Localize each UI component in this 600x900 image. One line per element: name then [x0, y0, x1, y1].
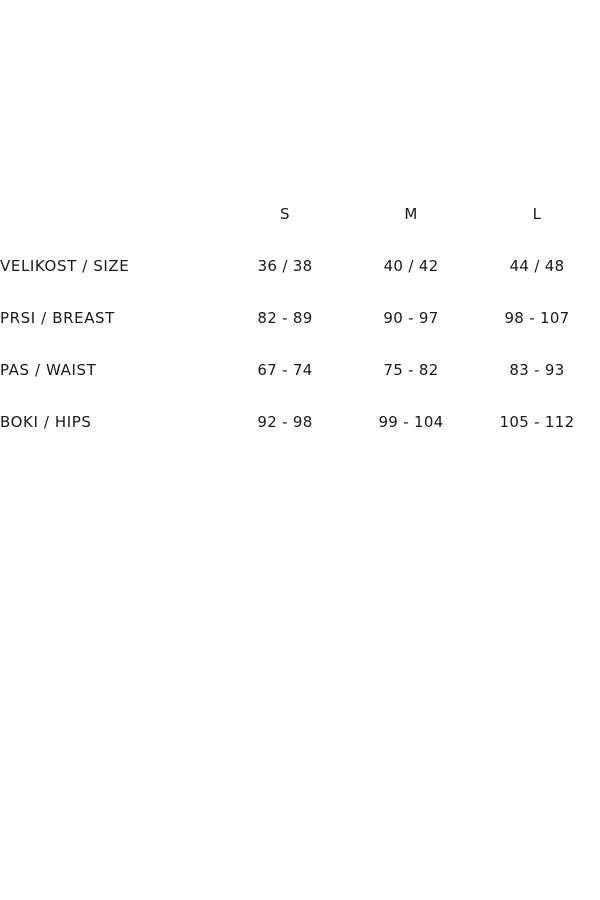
table-header	[0, 188, 600, 240]
row-label-velikost-size: VELIKOST / SIZE	[0, 257, 130, 275]
cell-prsi-breast-l: 98 - 107	[504, 309, 570, 327]
cell-velikost-size-s: 36 / 38	[257, 257, 313, 275]
size-chart-table	[0, 188, 600, 448]
header-label-cell	[0, 188, 222, 240]
cell-boki-hips-l: 105 - 112	[499, 413, 575, 431]
table-row	[0, 240, 600, 292]
cell-boki-hips-m: 99 - 104	[378, 413, 444, 431]
table-row	[0, 292, 600, 344]
cell-pas-waist-m: 75 - 82	[383, 361, 439, 379]
header-size-m: M	[404, 205, 418, 223]
cell-prsi-breast-s: 82 - 89	[257, 309, 313, 327]
cell-velikost-size-m: 40 / 42	[383, 257, 439, 275]
header-size-s: S	[280, 205, 290, 223]
table-row	[0, 396, 600, 448]
row-label-pas-waist: PAS / WAIST	[0, 361, 97, 379]
table-row	[0, 344, 600, 396]
cell-velikost-size-l: 44 / 48	[509, 257, 565, 275]
row-label-boki-hips: BOKI / HIPS	[0, 413, 92, 431]
cell-pas-waist-s: 67 - 74	[257, 361, 313, 379]
cell-boki-hips-s: 92 - 98	[257, 413, 313, 431]
cell-pas-waist-l: 83 - 93	[509, 361, 565, 379]
cell-prsi-breast-m: 90 - 97	[383, 309, 439, 327]
table-header-row	[0, 188, 600, 240]
table-body	[0, 240, 600, 448]
header-size-l: L	[532, 205, 542, 223]
row-label-prsi-breast: PRSI / BREAST	[0, 309, 115, 327]
